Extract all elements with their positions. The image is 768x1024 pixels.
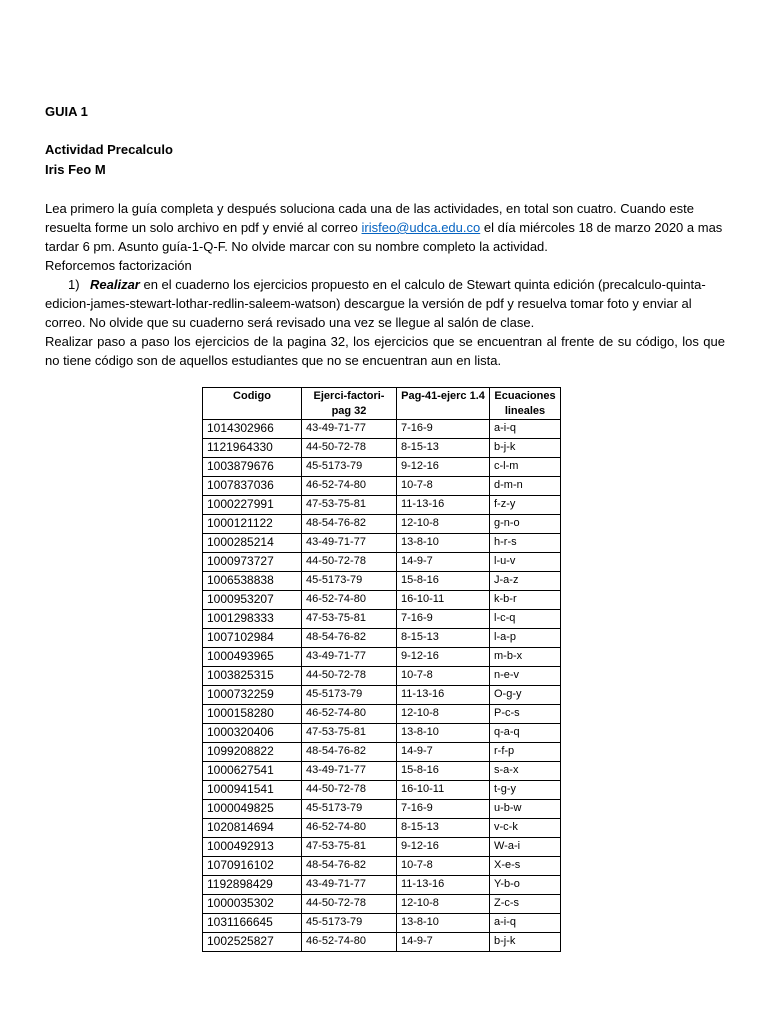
cell-ecuaciones: n-e-v — [490, 667, 561, 686]
table-row — [203, 914, 561, 933]
cell-ejercicios: 48-54-76-82 — [302, 857, 397, 876]
cell-ecuaciones: d-m-n — [490, 477, 561, 496]
cell-pagina-41: 7-16-9 — [397, 420, 490, 439]
table-row — [203, 477, 561, 496]
table-row — [203, 876, 561, 895]
table-row — [203, 591, 561, 610]
table-row — [203, 686, 561, 705]
cell-ecuaciones: l-a-p — [490, 629, 561, 648]
cell-codigo: 1003879676 — [203, 458, 302, 477]
table-row — [203, 534, 561, 553]
cell-codigo: 1014302966 — [203, 420, 302, 439]
cell-ejercicios: 43-49-71-77 — [302, 762, 397, 781]
cell-pagina-41: 10-7-8 — [397, 857, 490, 876]
table-row — [203, 572, 561, 591]
cell-ejercicios: 46-52-74-80 — [302, 477, 397, 496]
cell-ejercicios: 47-53-75-81 — [302, 610, 397, 629]
table-row — [203, 743, 561, 762]
student-exercise-table — [202, 387, 561, 952]
cell-ejercicios: 45-5173-79 — [302, 914, 397, 933]
cell-ecuaciones: Y-b-o — [490, 876, 561, 895]
cell-ejercicios: 46-52-74-80 — [302, 705, 397, 724]
cell-ecuaciones: g-n-o — [490, 515, 561, 534]
cell-codigo: 1000627541 — [203, 762, 302, 781]
cell-pagina-41: 10-7-8 — [397, 477, 490, 496]
table-row — [203, 667, 561, 686]
cell-pagina-41: 9-12-16 — [397, 838, 490, 857]
intro-paragraph — [45, 199, 725, 275]
header-ejercicios-factorizacion: Ejerci-factori-pag 32 — [302, 388, 397, 420]
cell-ejercicios: 48-54-76-82 — [302, 743, 397, 762]
cell-codigo: 1192898429 — [203, 876, 302, 895]
cell-ejercicios: 43-49-71-77 — [302, 876, 397, 895]
cell-codigo: 1020814694 — [203, 819, 302, 838]
table-row — [203, 610, 561, 629]
email-link[interactable]: irisfeo@udca.edu.co — [361, 220, 481, 235]
item-text: en el cuaderno los ejercicios propuesto en el calculo de Stewart quinta edición (precalculo-quinta-edicion-james-stewart-lothar-redlin-saleem-watson) descargue la versión de pdf y resuelva tomar foto y enviar al correo. No olvide que su cuaderno será revisado una vez se llegue al salón de clase. — [45, 277, 706, 330]
cell-pagina-41: 8-15-13 — [397, 819, 490, 838]
cell-pagina-41: 8-15-13 — [397, 439, 490, 458]
cell-ejercicios: 47-53-75-81 — [302, 838, 397, 857]
cell-ecuaciones: c-l-m — [490, 458, 561, 477]
cell-ejercicios: 45-5173-79 — [302, 572, 397, 591]
cell-pagina-41: 9-12-16 — [397, 458, 490, 477]
cell-ejercicios: 47-53-75-81 — [302, 496, 397, 515]
section-heading: Reforcemos factorización — [45, 258, 192, 273]
cell-pagina-41: 15-8-16 — [397, 572, 490, 591]
table-row — [203, 724, 561, 743]
cell-ejercicios: 45-5173-79 — [302, 800, 397, 819]
intro-text-after: el día miércoles 18 de marzo 2020 a mas tardar 6 pm. Asunto guía-1-Q-F. No olvide marcar con su nombre completo la actividad. — [45, 220, 723, 254]
cell-pagina-41: 16-10-11 — [397, 781, 490, 800]
cell-ecuaciones: O-g-y — [490, 686, 561, 705]
activity-title: Actividad Precalculo — [45, 142, 173, 157]
table-row — [203, 933, 561, 952]
cell-ecuaciones: b-j-k — [490, 439, 561, 458]
guide-title: GUIA 1 — [45, 104, 88, 119]
cell-codigo: 1003825315 — [203, 667, 302, 686]
table-row — [203, 819, 561, 838]
cell-codigo: 1000227991 — [203, 496, 302, 515]
cell-ejercicios: 43-49-71-77 — [302, 420, 397, 439]
table-row — [203, 800, 561, 819]
table-row — [203, 439, 561, 458]
cell-ejercicios: 43-49-71-77 — [302, 648, 397, 667]
table-row — [203, 629, 561, 648]
cell-codigo: 1000492913 — [203, 838, 302, 857]
cell-ecuaciones: X-e-s — [490, 857, 561, 876]
cell-ecuaciones: u-b-w — [490, 800, 561, 819]
table-row — [203, 553, 561, 572]
cell-ejercicios: 45-5173-79 — [302, 458, 397, 477]
table-body — [203, 420, 561, 952]
cell-pagina-41: 7-16-9 — [397, 800, 490, 819]
table-row — [203, 705, 561, 724]
cell-ecuaciones: t-g-y — [490, 781, 561, 800]
cell-pagina-41: 14-9-7 — [397, 553, 490, 572]
cell-codigo: 1031166645 — [203, 914, 302, 933]
cell-pagina-41: 12-10-8 — [397, 705, 490, 724]
cell-pagina-41: 11-13-16 — [397, 876, 490, 895]
table-row — [203, 458, 561, 477]
cell-pagina-41: 12-10-8 — [397, 515, 490, 534]
cell-ejercicios: 45-5173-79 — [302, 686, 397, 705]
cell-ecuaciones: l-c-q — [490, 610, 561, 629]
cell-ejercicios: 44-50-72-78 — [302, 553, 397, 572]
cell-codigo: 1000285214 — [203, 534, 302, 553]
cell-ecuaciones: Z-c-s — [490, 895, 561, 914]
item-number: 1) — [68, 277, 80, 292]
cell-ecuaciones: m-b-x — [490, 648, 561, 667]
cell-ecuaciones: v-c-k — [490, 819, 561, 838]
cell-codigo: 1070916102 — [203, 857, 302, 876]
cell-pagina-41: 13-8-10 — [397, 534, 490, 553]
table-row — [203, 762, 561, 781]
header-ecuaciones-lineales: Ecuaciones lineales — [490, 388, 561, 420]
cell-pagina-41: 12-10-8 — [397, 895, 490, 914]
cell-ejercicios: 44-50-72-78 — [302, 439, 397, 458]
table-row — [203, 838, 561, 857]
cell-ecuaciones: r-f-p — [490, 743, 561, 762]
author-name: Iris Feo M — [45, 162, 106, 177]
table-row — [203, 781, 561, 800]
table-row — [203, 895, 561, 914]
cell-ejercicios: 46-52-74-80 — [302, 819, 397, 838]
cell-ecuaciones: h-r-s — [490, 534, 561, 553]
table-header-row — [203, 388, 561, 420]
cell-codigo: 1007837036 — [203, 477, 302, 496]
cell-pagina-41: 14-9-7 — [397, 933, 490, 952]
cell-ecuaciones: q-a-q — [490, 724, 561, 743]
cell-pagina-41: 16-10-11 — [397, 591, 490, 610]
cell-codigo: 1000121122 — [203, 515, 302, 534]
cell-codigo: 1121964330 — [203, 439, 302, 458]
cell-ecuaciones: a-i-q — [490, 914, 561, 933]
cell-codigo: 1007102984 — [203, 629, 302, 648]
cell-codigo: 1000941541 — [203, 781, 302, 800]
cell-ecuaciones: k-b-r — [490, 591, 561, 610]
header-codigo: Codigo — [203, 388, 302, 420]
cell-ejercicios: 44-50-72-78 — [302, 667, 397, 686]
cell-ecuaciones: s-a-x — [490, 762, 561, 781]
header-pagina-41: Pag-41-ejerc 1.4 — [397, 388, 490, 420]
instruction-paragraph-2: Realizar paso a paso los ejercicios de la pagina 32, los ejercicios que se encuentran al frente de su código, los que no tiene código son de aquellos estudiantes que no se encuentran aun en lista. — [45, 334, 725, 368]
cell-ecuaciones: b-j-k — [490, 933, 561, 952]
cell-pagina-41: 9-12-16 — [397, 648, 490, 667]
cell-pagina-41: 15-8-16 — [397, 762, 490, 781]
table-row — [203, 515, 561, 534]
cell-ecuaciones: f-z-y — [490, 496, 561, 515]
cell-pagina-41: 13-8-10 — [397, 724, 490, 743]
cell-codigo: 1099208822 — [203, 743, 302, 762]
cell-ejercicios: 44-50-72-78 — [302, 895, 397, 914]
cell-pagina-41: 11-13-16 — [397, 686, 490, 705]
cell-codigo: 1006538838 — [203, 572, 302, 591]
cell-codigo: 1000158280 — [203, 705, 302, 724]
cell-ejercicios: 46-52-74-80 — [302, 933, 397, 952]
cell-ejercicios: 43-49-71-77 — [302, 534, 397, 553]
cell-ecuaciones: l-u-v — [490, 553, 561, 572]
cell-ecuaciones: W-a-i — [490, 838, 561, 857]
cell-pagina-41: 7-16-9 — [397, 610, 490, 629]
cell-codigo: 1000049825 — [203, 800, 302, 819]
cell-codigo: 1000953207 — [203, 591, 302, 610]
cell-codigo: 1002525827 — [203, 933, 302, 952]
cell-codigo: 1000035302 — [203, 895, 302, 914]
cell-ecuaciones: J-a-z — [490, 572, 561, 591]
cell-ejercicios: 47-53-75-81 — [302, 724, 397, 743]
cell-pagina-41: 10-7-8 — [397, 667, 490, 686]
intro-text-before: Lea primero la guía completa y después soluciona cada una de las actividades, en total son cuatro. Cuando este resuelta forme un solo archivo en pdf y envié al correo — [45, 201, 694, 235]
cell-codigo: 1000493965 — [203, 648, 302, 667]
cell-ejercicios: 48-54-76-82 — [302, 629, 397, 648]
table-row — [203, 496, 561, 515]
cell-ecuaciones: a-i-q — [490, 420, 561, 439]
table-row — [203, 857, 561, 876]
cell-codigo: 1000320406 — [203, 724, 302, 743]
cell-pagina-41: 14-9-7 — [397, 743, 490, 762]
cell-ejercicios: 46-52-74-80 — [302, 591, 397, 610]
cell-pagina-41: 13-8-10 — [397, 914, 490, 933]
cell-codigo: 1000973727 — [203, 553, 302, 572]
item-keyword: Realizar — [90, 277, 140, 292]
table-row — [203, 648, 561, 667]
cell-pagina-41: 8-15-13 — [397, 629, 490, 648]
cell-codigo: 1001298333 — [203, 610, 302, 629]
table-header — [203, 388, 561, 420]
cell-ecuaciones: P-c-s — [490, 705, 561, 724]
instruction-item-1 — [45, 275, 725, 332]
cell-ejercicios: 44-50-72-78 — [302, 781, 397, 800]
cell-pagina-41: 11-13-16 — [397, 496, 490, 515]
cell-ejercicios: 48-54-76-82 — [302, 515, 397, 534]
table-row — [203, 420, 561, 439]
cell-codigo: 1000732259 — [203, 686, 302, 705]
